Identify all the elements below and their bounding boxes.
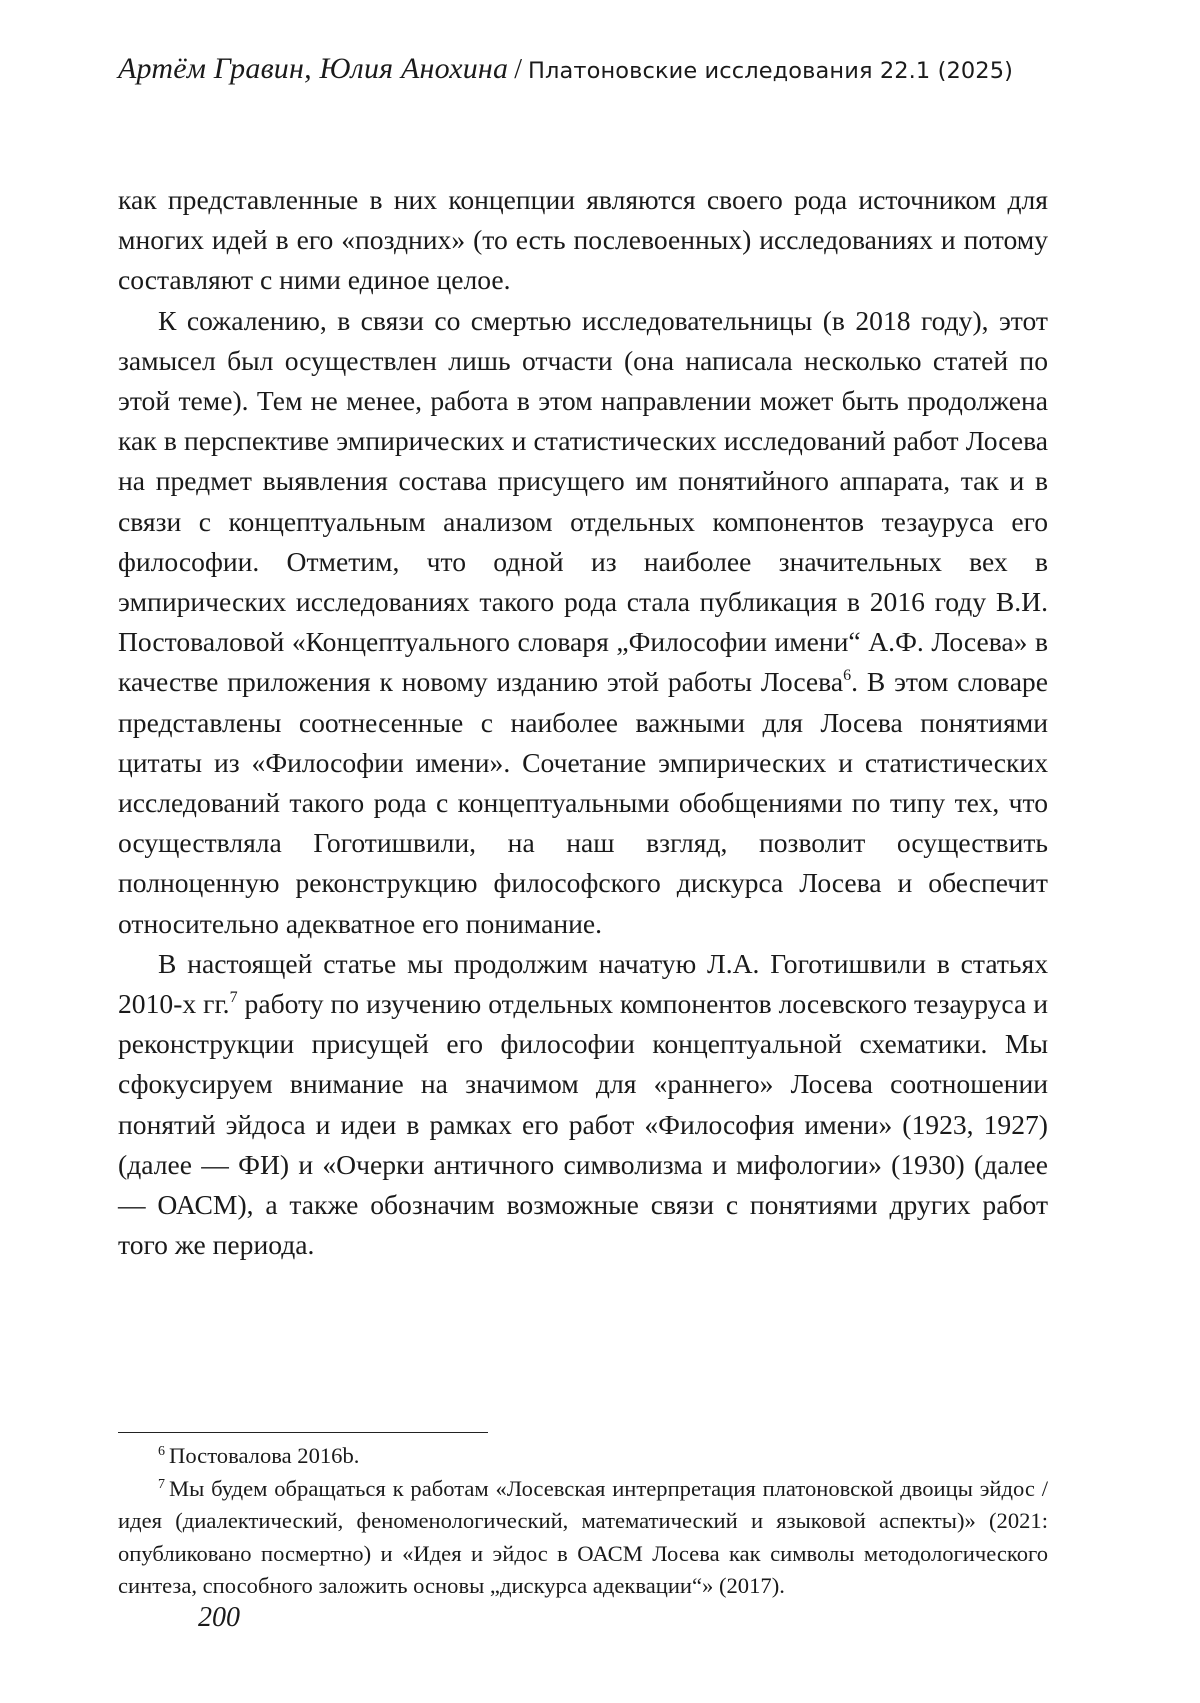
header-separator: / <box>514 54 522 85</box>
footnote-number: 6 <box>158 1444 165 1459</box>
paragraph-text: работу по изучению отдельных компонентов лосевского тезауруса и реконструкции присущей его философии концептуальной схематики. Мы сфокусируем внимание на значимом для «раннего» Лосева соотношении понятий эйдоса и идеи в рамках его работ «Философия имени» (1923, 1927) (далее — ФИ) и «Очерки античного символизма и мифологии» (1930) (далее — ОАСМ), а также обозначим возможные связи с понятиями других работ того же периода. <box>118 988 1048 1261</box>
paragraph-text: К сожалению, в связи со смертью исследовательницы (в 2018 году), этот замысел был осуществлен лишь отчасти (она написала несколько статей по этой теме). Тем не менее, работа в этом направлении может быть продолжена как в перспективе эмпирических и статистических исследований работ Лосева на предмет выявления состава присущего им понятийного аппарата, так и в связи с концептуальным анализом отдельных компонентов тезауруса его философии. Отметим, что одной из наиболее значительных вех в эмпирических исследованиях такого рода стала публикация в 2016 году В.И. Постоваловой «Концептуального словаря „Философии имени“ А.Ф. Лосева» в качестве приложения к новому изданию этой работы Лосева <box>118 304 1048 698</box>
paragraph-text: . В этом словаре представлены соотнесенные с наиболее важными для Лосева понятиями цитаты из «Философии имени». Сочетание эмпирических и статистических исследований такого рода с концептуальными обобщениями по типу тех, что осуществляла Гоготишвили, на наш взгляд, позволит осуществить полноценную реконструкцию философского дискурса Лосева и обеспечит относительно адекватное его понимание. <box>118 666 1048 939</box>
page-number: 200 <box>198 1602 240 1633</box>
footnote-number: 7 <box>158 1476 165 1492</box>
footnote-ref-6[interactable]: 6 <box>843 667 852 685</box>
paragraph-continued <box>118 180 1048 301</box>
paragraph-text: как представленные в них концепции являются своего рода источником для многих идей в его «поздних» (то есть послевоенных) исследованиях и потому составляют с ними единое целое. <box>118 184 1048 296</box>
paragraph-text: В настоящей статье мы продолжим начатую Л.А. Гоготишвили в статьях 2010-х гг. <box>118 947 1048 1020</box>
paragraph <box>118 944 1048 1266</box>
footnote-6 <box>118 1440 1048 1473</box>
journal-title: Платоновские исследования 22.1 (2025) <box>527 58 1014 84</box>
main-text <box>118 180 1048 1265</box>
footnotes <box>118 1440 1048 1603</box>
footnote-7 <box>118 1473 1048 1603</box>
footnote-text: Постовалова 2016b. <box>169 1443 360 1468</box>
footnote-text: Мы будем обращаться к работам «Лосевская интерпретация платоновской двоицы эйдос / идея (диалектический, феноменологический, математический и языковой аспекты)» (2021: опубликовано посмертно) и «Идея и эйдос в ОАСМ Лосева как символы методологического синтеза, способного заложить основы „дискурса адеквации“» (2017). <box>118 1475 1048 1599</box>
article-authors: Артём Гравин, Юлия Анохина <box>118 52 509 85</box>
footnote-ref-7[interactable]: 7 <box>229 989 238 1007</box>
paragraph <box>118 301 1048 944</box>
running-head <box>118 52 1078 88</box>
footnote-divider <box>118 1432 488 1433</box>
